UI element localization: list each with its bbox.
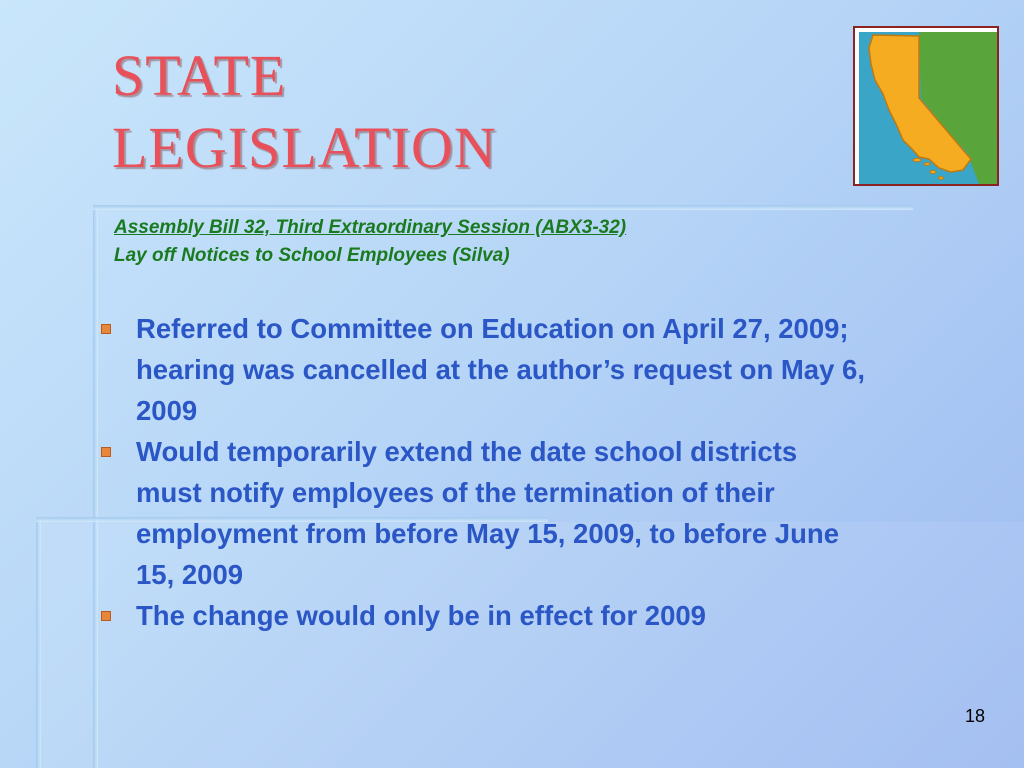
bill-description: Lay off Notices to School Employees (Silva) [114, 245, 510, 266]
bullet-item [98, 431, 868, 595]
bill-name: Assembly Bill 32, Third Extraordinary Session (ABX3-32) [114, 217, 627, 238]
bullet-text: Would temporarily extend the date school districts must notify employees of the termination of their employment from before May 15, 2009, to before June 15, 2009 [136, 436, 839, 590]
square-bullet-icon [101, 447, 111, 457]
decorative-horizontal-line [93, 205, 913, 210]
page-number: 18 [964, 706, 985, 726]
bullet-item [98, 308, 868, 431]
slide-title-line-1: STATE [112, 43, 287, 108]
bullet-text: The change would only be in effect for 2009 [136, 600, 706, 631]
california-map-icon [859, 32, 997, 184]
square-bullet-icon [101, 324, 111, 334]
bullet-text: Referred to Committee on Education on April 27, 2009; hearing was cancelled at the author’s request on May 6, 2009 [136, 313, 865, 426]
bullet-item [98, 595, 868, 636]
slide-title [112, 40, 497, 184]
bill-subtitle [114, 214, 626, 270]
bullet-list [98, 308, 868, 636]
square-bullet-icon [101, 611, 111, 621]
california-map-logo [853, 26, 999, 186]
slide-title-line-2: LEGISLATION [112, 115, 497, 180]
decorative-vertical-line-lower [36, 518, 41, 768]
